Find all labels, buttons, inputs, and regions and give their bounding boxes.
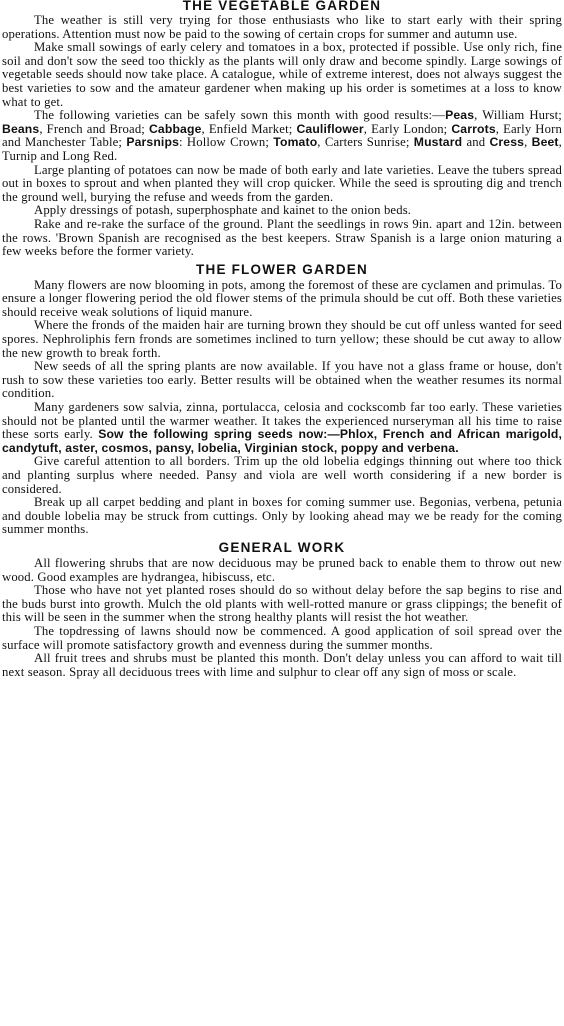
- general-paragraph-2: Those who have not yet planted roses should do so without delay before the sap begins to rise and the buds burst into growth. Mulch the old plants with well-rotted manure or grass clippings; the benefit of this will be seen in the summer when the strong healthy plants will resist the hot weather.: [2, 583, 562, 625]
- vegetable-garden-heading: THE VEGETABLE GARDEN: [182, 0, 382, 13]
- vegetable-garden-section: [2, 0, 562, 259]
- varieties-intro: The following varieties can be safely sown this month with good results:—: [34, 108, 446, 123]
- general-paragraph-1: All flowering shrubs that are now deciduous may be pruned back to enable them to throw out new wood. Good examples are hydrangea, hibiscuss, etc.: [2, 555, 562, 584]
- variety-cauliflower: Cauliflower: [296, 121, 364, 136]
- variety-beet: Beet: [531, 135, 559, 150]
- variety-cabbage: Cabbage: [148, 121, 202, 136]
- flower-paragraph-1: Many flowers are now blooming in pots, among the foremost of these are cyclamen and primulas. To ensure a longer flowering period the old flower stems of the primula should be cut off. Both these varieties should receive weak solutions of liquid manure.: [2, 277, 562, 319]
- flower-paragraph-5: Give careful attention to all borders. Trim up the old lobelia edgings thinning out where too thick and planting surplus where needed. Pansy and viola are well worth considering if a new border is considered.: [2, 454, 562, 496]
- vegetable-paragraph-6: Rake and re-rake the surface of the ground. Plant the seedlings in rows 9in. apart and 12in. between the rows. 'Brown Spanish are recognised as the best keepers. Straw Spanish is a large onion maturing a few weeks before the former variety.: [2, 216, 562, 259]
- vegetable-paragraph-1: The weather is still very trying for those enthusiasts who like to start early with their spring operations. Attention must now be paid to the sowing of certain crops for summer and autumn use.: [2, 13, 562, 41]
- flower-garden-section: [2, 262, 562, 537]
- variety-cauliflower-detail: , Early London;: [363, 121, 452, 136]
- flower-paragraph-2: Where the fronds of the maiden hair are turning brown they should be cut off unless wanted for seed spores. Nephroliphis fern fronds are sometimes inclined to turn yellow; these should be cut away to allow the new growth to break forth.: [2, 318, 562, 360]
- variety-carrots-detail: , Early Horn and Manchester Table;: [2, 121, 562, 150]
- variety-parsnips-detail: : Hollow Crown;: [179, 135, 274, 150]
- flower-paragraph-6: Break up all carpet bedding and plant in boxes for coming summer use. Begonias, verbena, petunia and double lobelia may be struck from cuttings. Only by looking ahead may we be ready for the coming summer months.: [2, 495, 562, 537]
- variety-tomato: Tomato: [273, 135, 318, 150]
- flower-paragraph-3: New seeds of all the spring plants are now available. If you have not a glass frame or house, don't rush to sow these varieties too early. Better results will be obtained when the weather resumes its normal condition.: [2, 359, 562, 401]
- general-work-heading: GENERAL WORK: [218, 539, 346, 555]
- variety-cress: Cress: [489, 135, 525, 150]
- variety-tomato-detail: , Carters Sunrise;: [317, 135, 414, 150]
- vegetable-paragraph-2: Make small sowings of early celery and tomatoes in a box, protected if possible. Use only rich, fine soil and don't sow the seed too thickly as the plants will only draw and become spindly. Large sowings of vegetable seeds should now take place. A catalogue, while of extreme interest, does not always suggest the best varieties to sow and the amateur gardener when making up his order is sometimes at a loss to know what to get.: [2, 40, 562, 109]
- vegetable-paragraph-4: Large planting of potatoes can now be made of both early and late varieties. Leave the tubers spread out in boxes to sprout and when planted they will crop quicker. While the seed is sprouting dig and trench the ground well, burying the refuse and weeds from the garden.: [2, 162, 562, 204]
- variety-carrots: Carrots: [451, 121, 496, 136]
- variety-beet-detail: , Turnip and Long Red.: [2, 135, 562, 163]
- variety-mustard: Mustard: [413, 135, 463, 150]
- variety-peas: Peas: [445, 108, 475, 123]
- general-paragraph-4: All fruit trees and shrubs must be planted this month. Don't delay unless you can afford to wait till next season. Spray all deciduous trees with lime and sulphur to clear off any sign of moss or scale.: [2, 651, 562, 679]
- flower-garden-heading: THE FLOWER GARDEN: [196, 261, 368, 277]
- variety-beans: Beans: [2, 121, 40, 136]
- flower-paragraph-4-text: Many gardeners sow salvia, zinna, portulacca, celosia and cockscomb far too early. These varieties should not be planted until the warmer weather. It takes the experienced nurseryman all his time to raise these sorts early.: [2, 400, 562, 442]
- vegetable-paragraph-5: Apply dressings of potash, superphosphate and kainet to the onion beds.: [34, 203, 412, 218]
- vegetable-paragraph-3: [2, 109, 562, 163]
- variety-parsnips: Parsnips: [126, 135, 179, 150]
- variety-beans-detail: , French and Broad;: [39, 121, 149, 136]
- general-paragraph-3: The topdressing of lawns should now be commenced. A good application of soil spread over the surface will promote satisfactory growth and evenness during the summer months.: [2, 623, 562, 652]
- flower-paragraph-4: [2, 401, 562, 455]
- spring-seeds-list: Sow the following spring seeds now:—Phlox, French and African marigold, candytuft, aster, cosmos, pansy, lobelia, Virginian stock, poppy and verbena.: [2, 427, 563, 455]
- variety-cabbage-detail: , Enfield Market;: [201, 121, 297, 136]
- general-work-section: [2, 540, 562, 679]
- variety-peas-detail: , William Hurst;: [474, 108, 562, 123]
- separator-comma: ,: [524, 135, 532, 150]
- conjunction-and: and: [462, 135, 490, 150]
